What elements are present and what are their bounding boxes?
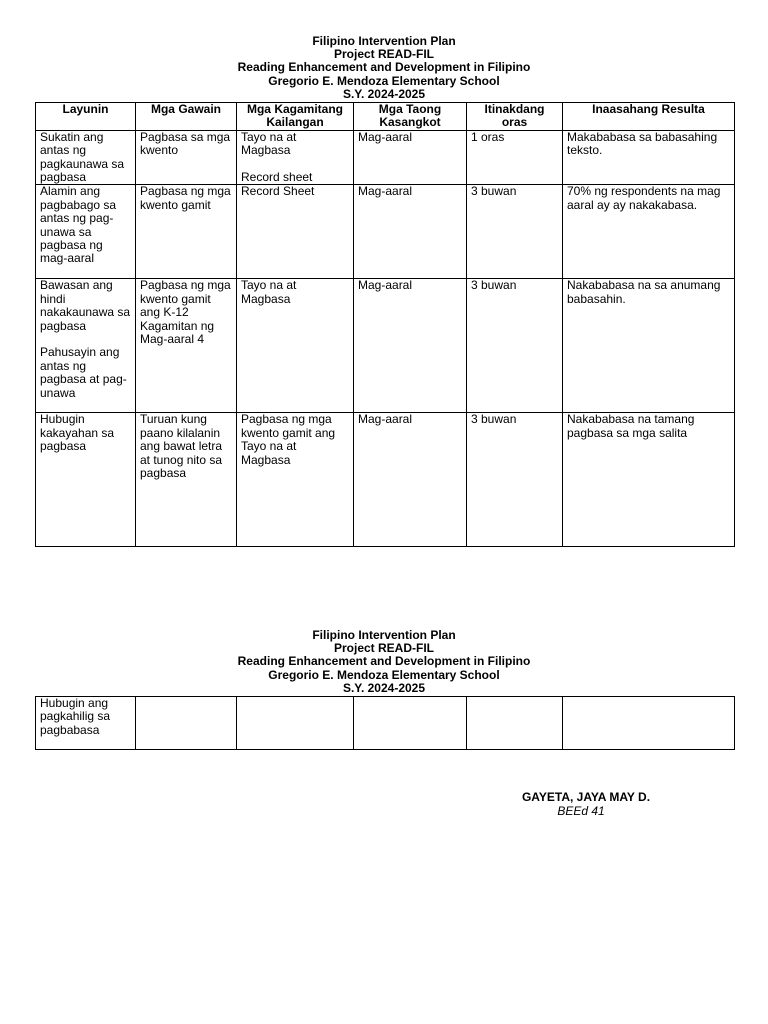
plan-header-1 <box>0 35 768 101</box>
cell-oras: 1 oras <box>467 130 563 185</box>
cell-resulta: Makababasa sa babasahing teksto. <box>563 130 735 185</box>
cell-kasangkot: Mag-aaral <box>354 413 467 547</box>
table-row <box>36 413 735 547</box>
cell-oras <box>467 697 563 750</box>
header-school: Gregorio E. Mendoza Elementary School <box>268 73 500 88</box>
cell-layunin: Hubugin ang pagkahilig sa pagbabasa <box>36 697 136 750</box>
cell-kasangkot: Mag-aaral <box>354 279 467 413</box>
cell-resulta: 70% ng respondents na mag aaral ay ay nakakabasa. <box>563 185 735 279</box>
header-school-year: S.Y. 2024-2025 <box>342 680 426 695</box>
cell-kagamitan: Record Sheet <box>237 185 354 279</box>
cell-resulta <box>563 697 735 750</box>
table-row <box>36 130 735 185</box>
header-project: Project READ-FIL <box>333 641 434 656</box>
column-header-itinakdang-oras: Itinakdang oras <box>467 103 563 131</box>
cell-resulta: Nakababasa na tamang pagbasa sa mga salita <box>563 413 735 547</box>
cell-oras: 3 buwan <box>467 279 563 413</box>
cell-gawain: Pagbasa ng mga kwento gamit <box>136 185 237 279</box>
plan-header-2 <box>0 629 768 695</box>
cell-oras: 3 buwan <box>467 185 563 279</box>
table-row <box>36 185 735 279</box>
table-header-row <box>36 103 735 131</box>
header-title: Filipino Intervention Plan <box>312 628 456 642</box>
signatory-title: BEEd 41 <box>557 804 605 818</box>
cell-kasangkot: Mag-aaral <box>354 130 467 185</box>
cell-gawain: Pagbasa sa mga kwento <box>136 130 237 185</box>
cell-layunin: Sukatin ang antas ng pagkaunawa sa pagbasa <box>36 130 136 185</box>
cell-oras: 3 buwan <box>467 413 563 547</box>
column-header-inaasahang-resulta: Inaasahang Resulta <box>563 103 735 131</box>
header-subtitle: Reading Enhancement and Development in Filipino <box>237 60 531 75</box>
column-header-layunin: Layunin <box>36 103 136 131</box>
cell-kasangkot <box>354 697 467 750</box>
cell-gawain: Pagbasa ng mga kwento gamit ang K-12 Kagamitan ng Mag-aaral 4 <box>136 279 237 413</box>
table-row <box>36 697 735 750</box>
column-header-mga-gawain: Mga Gawain <box>136 103 237 131</box>
cell-layunin: Bawasan ang hindi nakakaunawa sa pagbasa Pahusayin ang antas ng pagbasa at pag- unawa <box>36 279 136 413</box>
cell-layunin: Hubugin kakayahan sa pagbasa <box>36 413 136 547</box>
header-school: Gregorio E. Mendoza Elementary School <box>268 667 500 682</box>
intervention-plan-table-continued <box>35 696 735 750</box>
header-project: Project READ-FIL <box>333 47 434 62</box>
column-header-kagamitan: Mga Kagamitang Kailangan <box>237 103 354 131</box>
header-title: Filipino Intervention Plan <box>312 34 456 48</box>
signatory-name: GAYETA, JAYA MAY D. <box>521 790 651 804</box>
cell-resulta: Nakababasa na sa anumang babasahin. <box>563 279 735 413</box>
cell-layunin: Alamin ang pagbabago sa antas ng pag- unawa sa pagbasa ng mag-aaral <box>36 185 136 279</box>
table-row <box>36 279 735 413</box>
cell-kagamitan: Tayo na at Magbasa <box>237 279 354 413</box>
cell-gawain: Turuan kung paano kilalanin ang bawat letra at tunog nito sa pagbasa <box>136 413 237 547</box>
cell-kagamitan: Pagbasa ng mga kwento gamit ang Tayo na at Magbasa <box>237 413 354 547</box>
header-subtitle: Reading Enhancement and Development in Filipino <box>237 654 531 669</box>
cell-kagamitan <box>237 697 354 750</box>
column-header-taong-kasangkot: Mga Taong Kasangkot <box>354 103 467 131</box>
header-school-year: S.Y. 2024-2025 <box>342 86 426 101</box>
cell-gawain <box>136 697 237 750</box>
cell-kasangkot: Mag-aaral <box>354 185 467 279</box>
cell-kagamitan: Tayo na at Magbasa Record sheet <box>237 130 354 185</box>
intervention-plan-table <box>35 102 735 547</box>
